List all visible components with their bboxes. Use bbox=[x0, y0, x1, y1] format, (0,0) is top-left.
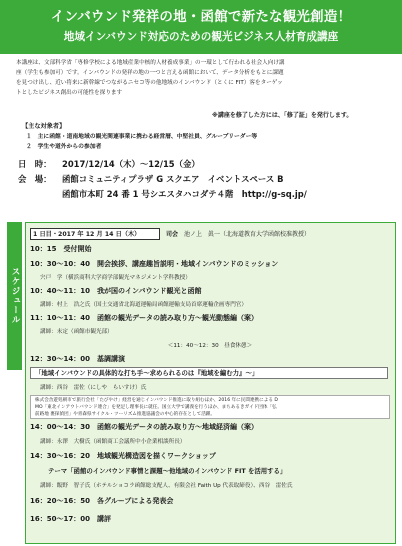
main-title: インバウンド発祥の地・函館で新たな観光創造！ bbox=[50, 9, 352, 25]
event-review: 16：50～17：00 講評 bbox=[30, 515, 111, 523]
sub-title: 地域インバウンド対応のための観光ビジネス人材育成講座 bbox=[63, 31, 339, 43]
profile-line: 前路地 裏探偵団」や青森県サイクル・ツーリズム推進協議会の中心的存在として活躍。 bbox=[35, 412, 215, 417]
intro-line: を見つけ出し、近い将来に新幹線でつながるニセコ等の他地域のインバウンド（とくに FIT）客をターゲッ bbox=[16, 80, 283, 86]
target-item-1: １ 主に函館・道南地域の観光関連事業に携わる経営層、中堅社員、グループリーダー等 bbox=[26, 134, 258, 140]
event-presentation: 16：20～16：50 各グループによる発表会 bbox=[30, 497, 174, 505]
speaker-nagasawa: 講師：永澤 大樹氏（函館商工会議所中小企業相談所長） bbox=[40, 439, 186, 445]
venue-value: 函館コミュニティプラザ G スクエア イベントスペース B bbox=[62, 174, 284, 184]
event-inbound-hakodate: 10：40～11：10 我が国のインバウンド観光と函館 bbox=[30, 287, 202, 295]
chair-label: 司会 bbox=[166, 231, 179, 238]
venue-row bbox=[18, 173, 284, 185]
workshop-theme: テーマ「函館のインバウンド事情と課題～他地域のインバウンド FIT を活用する」 bbox=[48, 467, 287, 475]
speaker-opening: 宍戸 学（横浜商科大学商学部観光マネジメント学科教授） bbox=[40, 275, 191, 281]
date-row bbox=[18, 158, 200, 170]
speaker-murakami: 講師：村上 浩之氏（国土交通省北海道運輸局函館運輸支局首席運輸企画専門官） bbox=[40, 302, 247, 308]
intro-line: トとしたビジネス創出の可能性を探ります bbox=[16, 90, 123, 96]
event-data-economy: 14：00～14：30 函館の観光データの読み取り方～地域経済編（案） bbox=[30, 423, 258, 431]
lunch-break: ＜11：40～12：30 昼食休憩＞ bbox=[167, 343, 253, 349]
speaker-profile bbox=[30, 395, 390, 419]
event-data-tourism: 11：10～11：40 函館の観光データの読み取り方～観光動態編（案） bbox=[30, 314, 258, 322]
event-opening: 10：30～10：40 開会挨拶、講座趣旨説明・地域インバウンドのミッション bbox=[30, 260, 279, 268]
profile-line: MO「東北インアウトバウンド連合」を発足し理事長に就任。国立大学で講義を行うほか、まちあるきガイド団体「弘 bbox=[35, 405, 277, 410]
speaker-nishiya: 講師：西谷 雷佐（にしや らいすけ）氏 bbox=[40, 385, 147, 391]
certificate-note: ※講座を修了した方には、「修了証」を発行します。 bbox=[212, 112, 353, 119]
keynote-theme: 「地域インバウンドの具体的な打ち手～求められるのは『地域を編む力』～」 bbox=[30, 367, 388, 379]
target-item-2: ２ 学生や道外からの参加者 bbox=[26, 144, 102, 150]
schedule-tab: スケジュール bbox=[7, 222, 22, 370]
event-reception: 10：15 受付開始 bbox=[30, 245, 92, 253]
title-banner bbox=[0, 0, 402, 54]
intro-line: 座（学生も参加可）です。インバウンドの発祥の地の一つと言える函館において、データ分析をもとに課題 bbox=[16, 70, 284, 76]
intro-line: 本講座は、文部科学省「専修学校による地域産業中核的人材養成事業」の一環として行われる社会人向け講 bbox=[16, 60, 285, 66]
event-keynote: 12：30～14：00 基調講演 bbox=[30, 355, 125, 363]
event-workshop: 14：30～16：20 地域観光構造図を描くワークショップ bbox=[30, 452, 216, 460]
speaker-iino: 講師：飯野 智子氏（ホテルショコラ函館総支配人、有限会社 Faith Up 代表取締役）、西谷 雷佐氏 bbox=[40, 483, 293, 489]
target-heading: 【主な対象者】 bbox=[22, 123, 66, 130]
venue-address: 函館市本町 24 番 1 号シエスタハコダテ４階 http://g-sq.jp/ bbox=[62, 189, 307, 199]
day-label: 1 日目・2017 年 12 月 14 日（木） bbox=[30, 228, 160, 240]
chair-name: 池ノ上 眞一（北海道教育大学函館校准教授） bbox=[184, 231, 311, 238]
venue-label: 会 場： bbox=[18, 174, 52, 184]
speaker-tbd: 講師：未定（函館市観光部） bbox=[40, 329, 113, 335]
date-value: 2017/12/14（木）～12/15（金） bbox=[62, 159, 200, 169]
chairperson bbox=[166, 229, 310, 238]
intro-paragraph bbox=[16, 58, 388, 98]
date-label: 日 時： bbox=[18, 159, 52, 169]
profile-line: 株式会舎遊処朝市で旅行会社「たびやけ」経営を通じインバウンド推進に取り組むほか、2016 年に民間連携による D bbox=[35, 398, 278, 403]
day-header bbox=[30, 228, 390, 241]
